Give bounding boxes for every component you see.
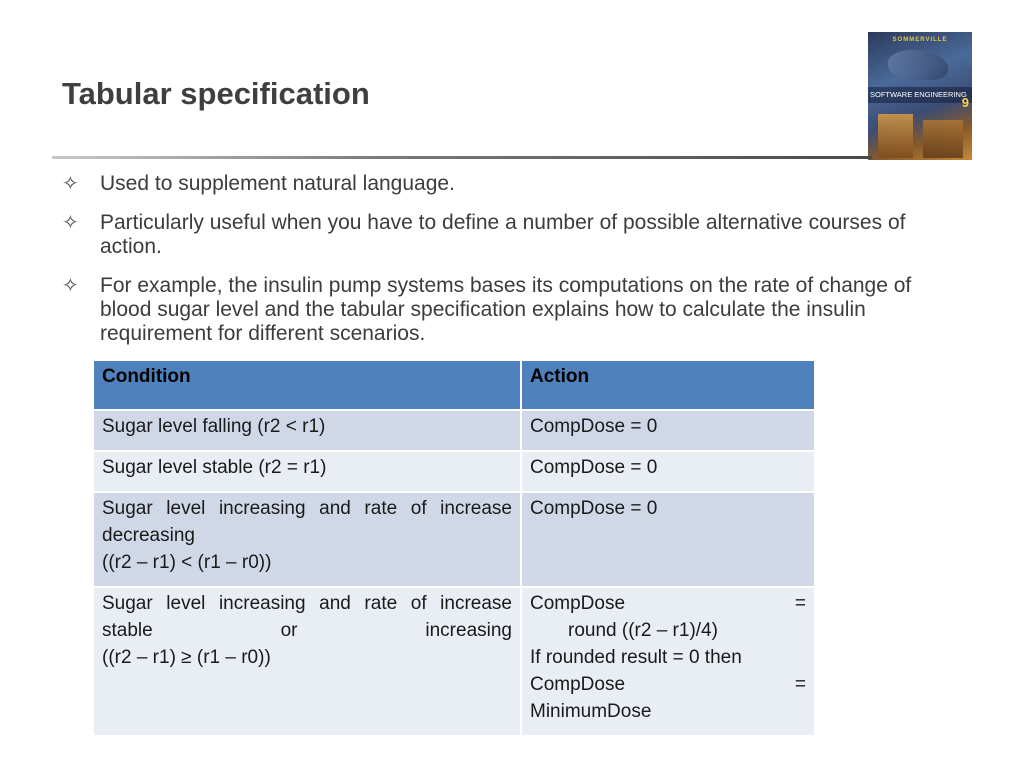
specification-table xyxy=(92,359,816,737)
bullet-list xyxy=(62,172,942,361)
condition-cell xyxy=(93,587,521,736)
book-cover-image xyxy=(868,32,972,160)
bullet-text: Used to supplement natural language. xyxy=(100,172,455,195)
condition-text: Sugar level increasing and rate of increase stable or increasing xyxy=(102,593,512,641)
book-title: SOFTWARE ENGINEERING xyxy=(870,90,967,99)
bullet-text: For example, the insulin pump systems bases its computations on the rate of change of blood sugar level and the tabular specification explains how to calculate the insulin requirement for different scenarios. xyxy=(100,274,912,345)
book-publisher: SOMMERVILLE xyxy=(892,37,948,43)
table-row xyxy=(93,410,815,451)
star-bullet-icon: ✧ xyxy=(62,173,79,195)
title-divider xyxy=(52,156,872,159)
slide-title: Tabular specification xyxy=(62,76,370,111)
cover-artwork xyxy=(923,120,963,158)
action-line: CompDose = xyxy=(530,593,806,614)
bullet-item xyxy=(62,172,942,196)
bullet-item xyxy=(62,274,942,346)
table-header-row xyxy=(93,360,815,410)
column-header-action: Action xyxy=(521,360,815,410)
action-cell: CompDose = 0 xyxy=(521,492,815,587)
condition-cell: Sugar level stable (r2 = r1) xyxy=(93,451,521,492)
condition-formula: ((r2 – r1) ≥ (r1 – r0)) xyxy=(102,647,271,668)
condition-formula: ((r2 – r1) < (r1 – r0)) xyxy=(102,552,272,573)
action-line: round ((r2 – r1)/4) xyxy=(568,620,718,641)
star-bullet-icon: ✧ xyxy=(62,275,79,297)
condition-cell xyxy=(93,492,521,587)
action-cell: CompDose = 0 xyxy=(521,410,815,451)
cover-artwork xyxy=(878,114,913,158)
bullet-item xyxy=(62,211,942,259)
action-line: If rounded result = 0 then xyxy=(530,647,742,668)
table-row xyxy=(93,451,815,492)
condition-cell: Sugar level falling (r2 < r1) xyxy=(93,410,521,451)
table-row xyxy=(93,492,815,587)
action-line: MinimumDose xyxy=(530,701,652,722)
table-row xyxy=(93,587,815,736)
action-line: CompDose = xyxy=(530,674,806,695)
book-edition: 9 xyxy=(961,95,969,110)
star-bullet-icon: ✧ xyxy=(62,212,79,234)
action-cell xyxy=(521,587,815,736)
cover-artwork xyxy=(888,50,948,80)
column-header-condition: Condition xyxy=(93,360,521,410)
bullet-text: Particularly useful when you have to define a number of possible alternative courses of action. xyxy=(100,211,906,258)
condition-text: Sugar level increasing and rate of increase decreasing xyxy=(102,498,512,546)
action-cell: CompDose = 0 xyxy=(521,451,815,492)
